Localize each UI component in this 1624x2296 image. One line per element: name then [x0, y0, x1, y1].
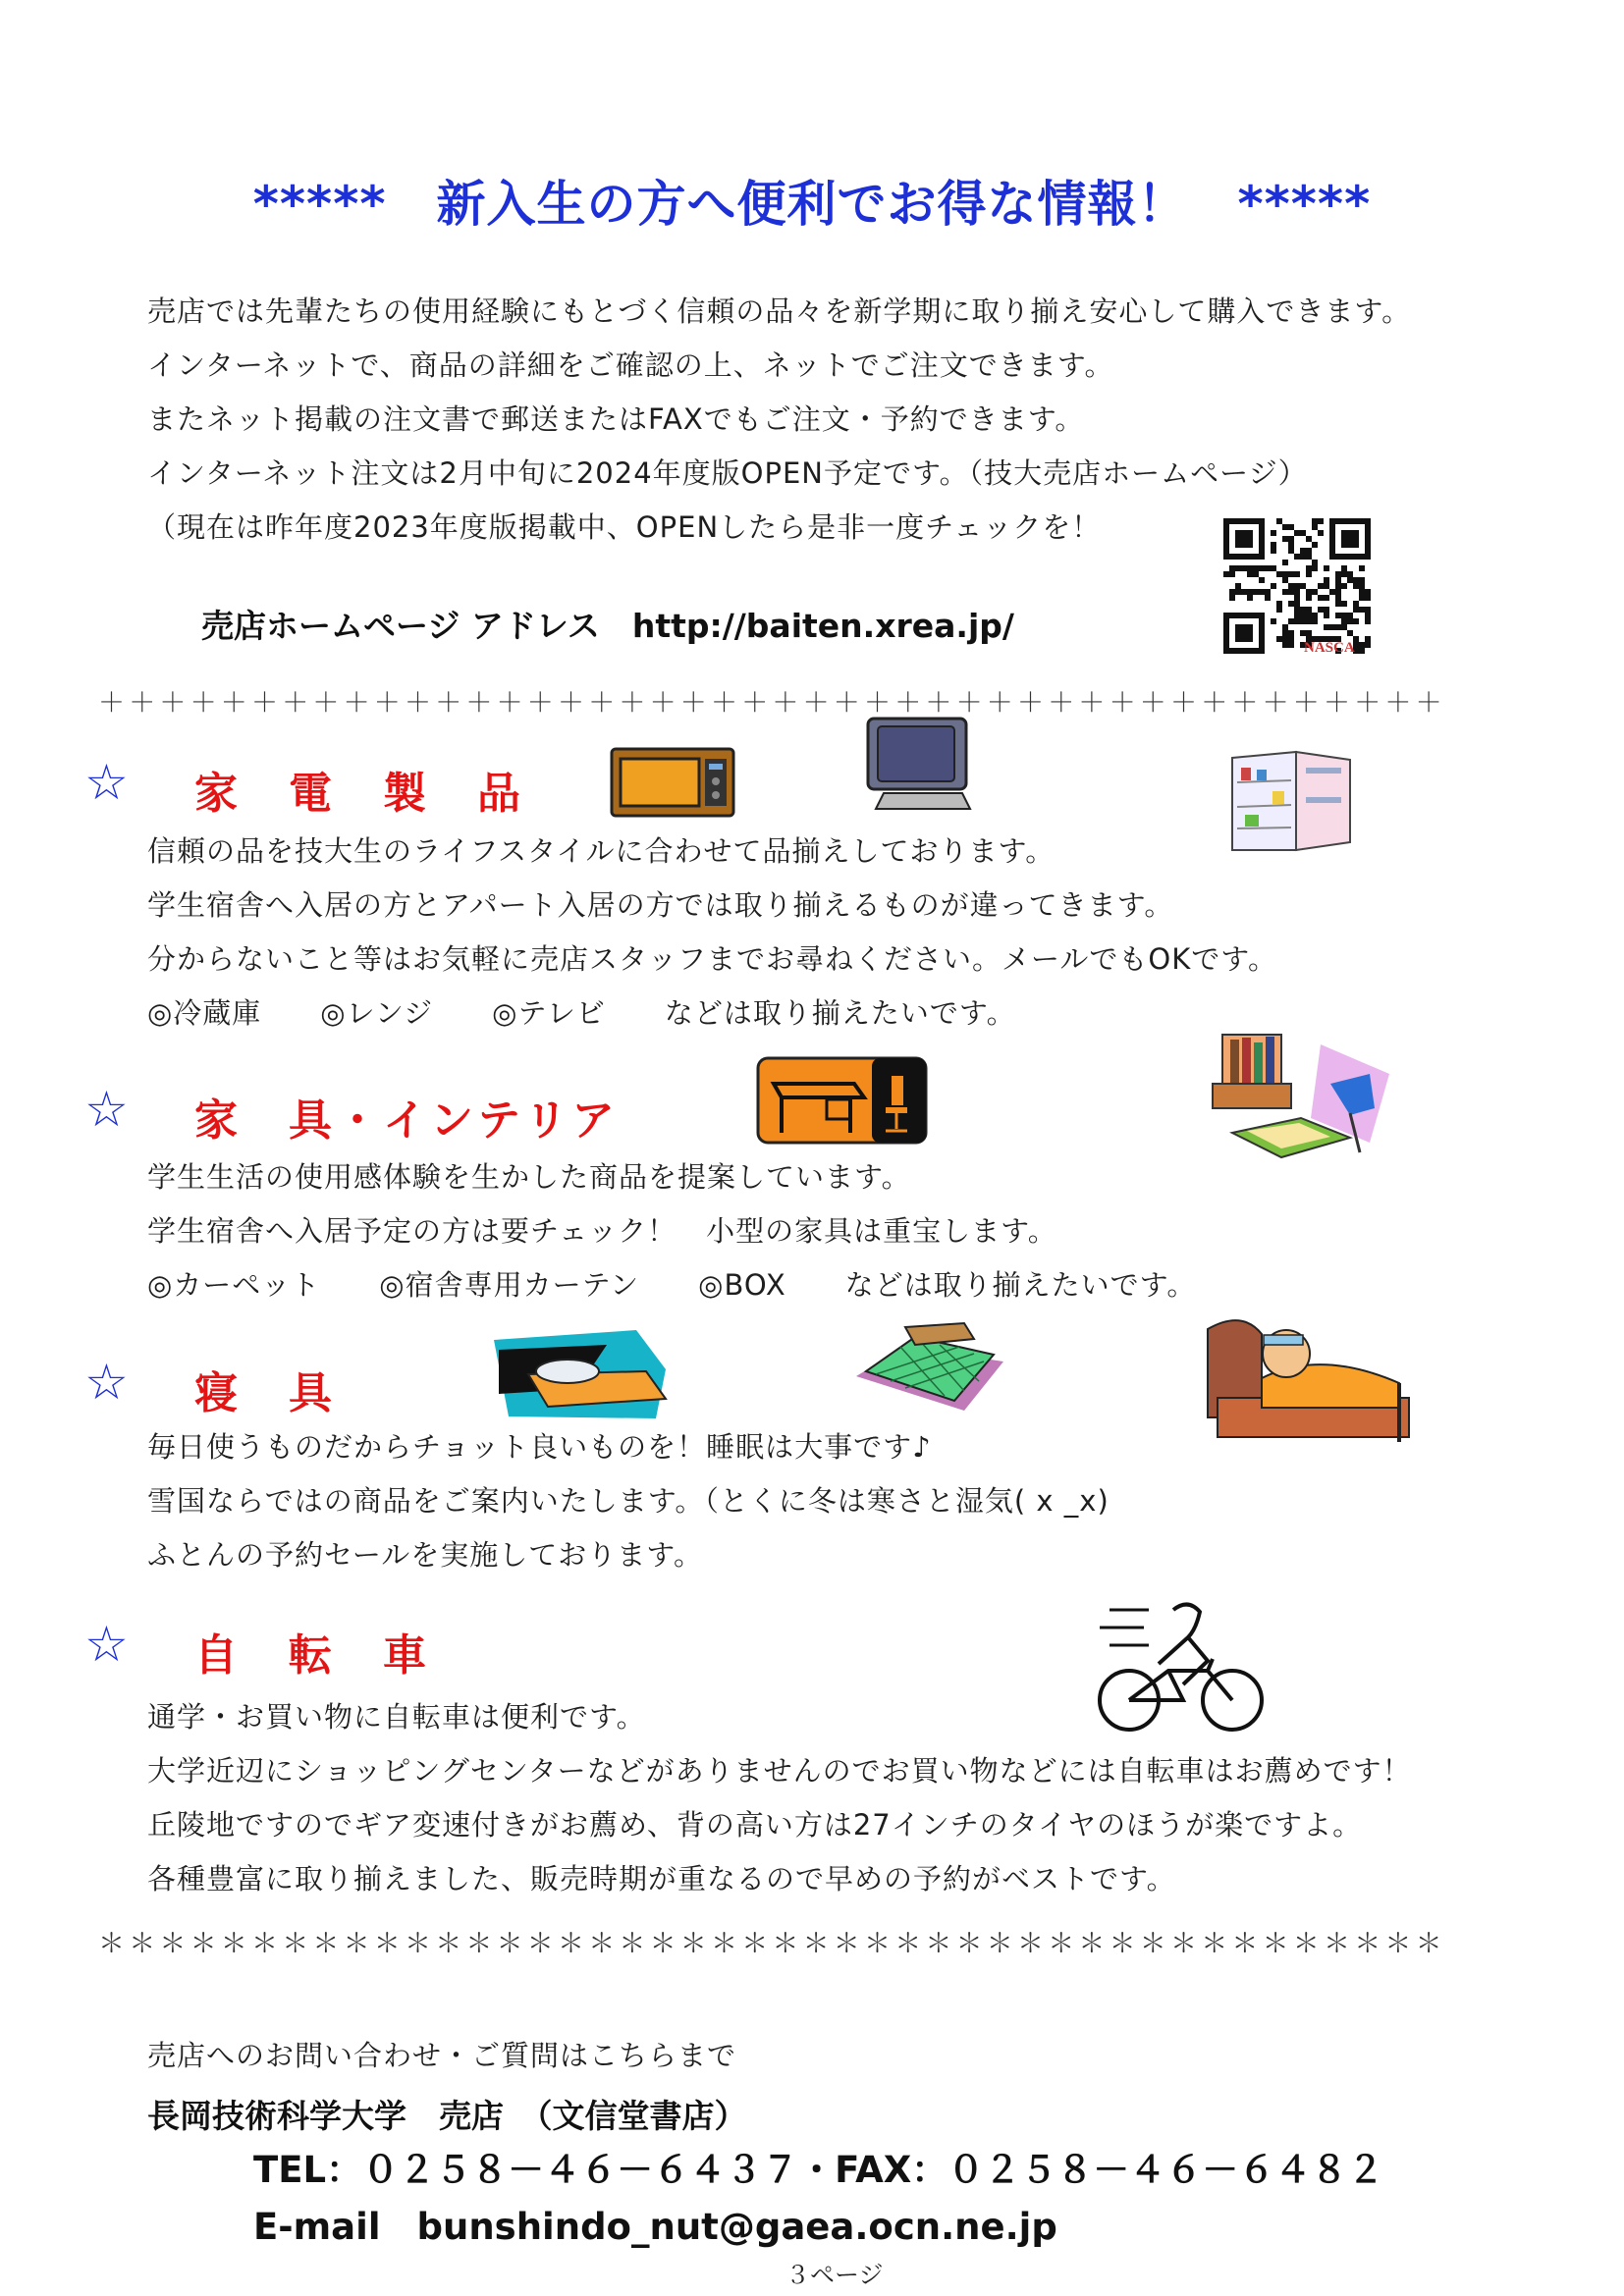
section-line: ◎冷蔵庫 ◎レンジ ◎テレビ などは取り揃えたいです。 [147, 996, 1016, 1030]
intro-line: （現在は昨年度2023年度版掲載中、OPENしたら是非一度チェックを！ [147, 510, 1102, 544]
contact-tel: TEL：０２５８－４６－６４３７・FAX：０２５８－４６－６４８２ [253, 2149, 1384, 2191]
section-line: 学生宿舎へ入居予定の方は要チェック！ 小型の家具は重宝します。 [147, 1214, 1057, 1248]
qr-code [1218, 518, 1384, 666]
intro-line: またネット掲載の注文書で郵送またはFAXでもご注文・予約できます。 [147, 402, 1085, 436]
section-heading: 家 電 製 品 [194, 769, 524, 819]
kotatsu-icon [846, 1317, 1013, 1415]
star-icon: ☆ [84, 1354, 129, 1411]
section-line: 通学・お買い物に自転車は便利です。 [147, 1700, 646, 1734]
section-heading: 家 具・インテリア [194, 1095, 619, 1146]
intro-line: インターネットで、商品の詳細をご確認の上、ネットでご注文できます。 [147, 348, 1114, 382]
section-line: 各種豊富に取り揃えました、販売時期が重なるので早めの予約がベストです。 [147, 1862, 1176, 1896]
section-line: 信頼の品を技大生のライフスタイルに合わせて品揃えしております。 [147, 834, 1056, 868]
contact-name: 長岡技術科学大学 売店 （文信堂書店） [147, 2097, 747, 2135]
star-icon: ☆ [84, 1081, 129, 1138]
section-line: 丘陵地ですのでギア変速付きがお薦め、背の高い方は27インチのタイヤのほうが楽ですよ。 [147, 1808, 1363, 1842]
section-line: 学生宿舎へ入居の方とアパート入居の方では取り揃えるものが違ってきます。 [147, 888, 1174, 922]
section-line: ふとんの予約セールを実施しております。 [147, 1538, 703, 1572]
section-line: 毎日使うものだからチョット良いものを！睡眠は大事です♪ [147, 1430, 932, 1464]
bookshelf-lamp-icon [1203, 1025, 1399, 1172]
refrigerator-icon [1227, 748, 1360, 856]
sleeping-person-icon [1203, 1309, 1414, 1447]
page-title: ***** 新入生の方へ便利でお得な情報！ ***** [252, 176, 1372, 233]
bed-icon [489, 1330, 671, 1423]
section-heading: 自 転 車 [194, 1630, 430, 1681]
star-icon: ☆ [84, 754, 129, 811]
desk-icon [756, 1056, 928, 1145]
separator: ＋＋＋＋＋＋＋＋＋＋＋＋＋＋＋＋＋＋＋＋＋＋＋＋＋＋＋＋＋＋＋＋＋＋＋＋＋＋＋＋＋＋＋＋ [98, 688, 1446, 719]
section-heading: 寝 具 [194, 1368, 336, 1418]
star-icon: ☆ [84, 1616, 129, 1673]
section-line: 学生生活の使用感体験を生かした商品を提案しています。 [147, 1160, 911, 1194]
section-line: 雪国ならではの商品をご案内いたします。（とくに冬は寒さと湿気( x _x) [147, 1484, 1110, 1518]
intro-line: 売店では先輩たちの使用経験にもとづく信頼の品々を新学期に取り揃え安心して購入できます。 [147, 294, 1412, 328]
contact-email[interactable]: E-mail bunshindo_nut@gaea.ocn.ne.jp [253, 2206, 1057, 2248]
separator: ＊＊＊＊＊＊＊＊＊＊＊＊＊＊＊＊＊＊＊＊＊＊＊＊＊＊＊＊＊＊＊＊＊＊＊＊＊＊＊＊＊＊＊＊ [98, 1929, 1446, 1959]
section-line: ◎カーペット ◎宿舎専用カーテン ◎BOX などは取り揃えたいです。 [147, 1268, 1197, 1302]
contact-intro: 売店へのお問い合わせ・ご質問はこちらまで [147, 2039, 737, 2072]
section-line: 大学近辺にショッピングセンターなどがありませんのでお買い物などには自転車はお薦めです！ [147, 1754, 1412, 1788]
page-number: ３ページ [785, 2261, 884, 2289]
intro-line: インターネット注文は2月中旬に2024年度版OPEN予定です。（技大売店ホームページ） [147, 456, 1308, 490]
bicycle-icon [1090, 1590, 1276, 1737]
qr-label: NASCA [1304, 640, 1355, 656]
homepage-address[interactable]: 売店ホームページ アドレス http://baiten.xrea.jp/ [201, 607, 1014, 645]
microwave-icon [609, 746, 736, 820]
tv-icon [864, 715, 972, 813]
section-line: 分からないこと等はお気軽に売店スタッフまでお尋ねください。メールでもOKです。 [147, 942, 1277, 976]
